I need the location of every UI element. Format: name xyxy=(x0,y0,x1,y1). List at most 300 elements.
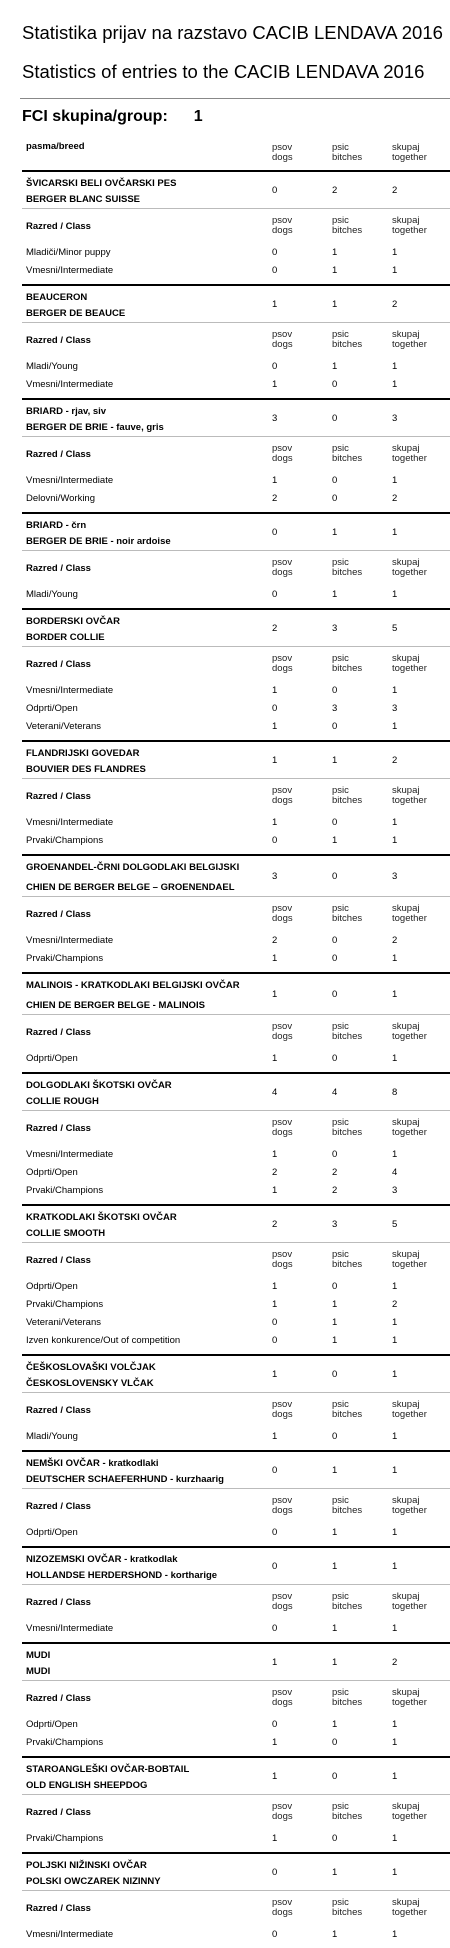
class-together-header-line2: together xyxy=(392,453,427,464)
breed-name-slovene: MALINOIS - KRATKODLAKI BELGIJSKI OVČAR xyxy=(26,980,240,991)
class-header-label: Razred / Class xyxy=(26,1807,91,1818)
class-dogs-count: 1 xyxy=(272,1299,278,1310)
class-bitches-header-line2: bitches xyxy=(332,913,363,924)
class-dogs-header-line1: psov xyxy=(272,903,293,914)
class-together-header-line2: together xyxy=(392,1907,427,1918)
class-bitches-count: 0 xyxy=(332,493,338,504)
class-row xyxy=(22,1620,450,1638)
class-name: Prvaki/Champions xyxy=(26,835,104,846)
class-name: Vmesni/Intermediate xyxy=(26,935,114,946)
breed-row xyxy=(22,1354,450,1392)
class-header-label: Razred / Class xyxy=(26,221,91,232)
row-spacer xyxy=(22,1944,450,1948)
class-bitches-header-line2: bitches xyxy=(332,567,363,578)
class-dogs-count: 1 xyxy=(272,953,278,964)
class-together-header-line2: together xyxy=(392,1409,427,1420)
class-row xyxy=(22,472,450,490)
dogs-column-header-line2: dogs xyxy=(272,152,293,163)
breed-name-slovene: NIZOZEMSKI OVČAR - kratkodlak xyxy=(26,1554,178,1565)
class-name: Prvaki/Champions xyxy=(26,1299,104,1310)
breed-name-english: OLD ENGLISH SHEEPDOG xyxy=(26,1780,148,1791)
breed-name-slovene: BORDERSKI OVČAR xyxy=(26,616,120,627)
class-total-count: 1 xyxy=(392,1149,398,1160)
breed-name-english: POLSKI OWCZAREK NIZINNY xyxy=(26,1876,161,1887)
class-row xyxy=(22,1734,450,1752)
breed-row xyxy=(22,608,450,646)
breed-total-count: 1 xyxy=(392,1867,398,1878)
class-total-count: 1 xyxy=(392,247,398,258)
class-bitches-count: 0 xyxy=(332,1053,338,1064)
class-total-count: 1 xyxy=(392,685,398,696)
class-dogs-header-line1: psov xyxy=(272,1801,293,1812)
class-bitches-count: 0 xyxy=(332,817,338,828)
class-dogs-header-line2: dogs xyxy=(272,795,293,806)
class-total-count: 2 xyxy=(392,935,398,946)
breed-name-english: BERGER DE BEAUCE xyxy=(26,308,126,319)
class-name: Vmesni/Intermediate xyxy=(26,685,114,696)
breed-column-header: pasma/breed xyxy=(26,141,85,152)
class-together-header-line2: together xyxy=(392,225,427,236)
breed-name-slovene: FLANDRIJSKI GOVEDAR xyxy=(26,748,140,759)
class-bitches-count: 1 xyxy=(332,589,338,600)
breed-name-slovene: DOLGODLAKI ŠKOTSKI OVČAR xyxy=(26,1080,172,1091)
class-dogs-count: 1 xyxy=(272,1053,278,1064)
breed-total-count: 2 xyxy=(392,1657,398,1668)
together-column-header-line2: together xyxy=(392,152,427,163)
class-bitches-header-line1: psic xyxy=(332,1801,349,1812)
class-name: Mladi/Young xyxy=(26,361,78,372)
class-bitches-count: 1 xyxy=(332,1623,338,1634)
class-bitches-header-line1: psic xyxy=(332,1399,349,1410)
class-bitches-count: 0 xyxy=(332,1833,338,1844)
class-dogs-count: 1 xyxy=(272,1737,278,1748)
class-bitches-header-line2: bitches xyxy=(332,795,363,806)
fci-group-label: FCI skupina/group: xyxy=(22,108,168,125)
breed-name-english: BORDER COLLIE xyxy=(26,632,105,643)
class-row xyxy=(22,1278,450,1296)
breed-bitches-count: 0 xyxy=(332,989,338,1000)
title-divider xyxy=(20,98,450,99)
class-bitches-count: 3 xyxy=(332,703,338,714)
class-total-count: 1 xyxy=(392,835,398,846)
class-row xyxy=(22,1524,450,1542)
class-row xyxy=(22,376,450,394)
class-row xyxy=(22,700,450,718)
breed-name-english: BERGER DE BRIE - fauve, gris xyxy=(26,422,164,433)
breed-dogs-count: 0 xyxy=(272,1465,278,1476)
class-total-count: 1 xyxy=(392,1281,398,1292)
breed-name-english: HOLLANDSE HERDERSHOND - kortharige xyxy=(26,1570,218,1581)
breed-name-slovene: KRATKODLAKI ŠKOTSKI OVČAR xyxy=(26,1212,177,1223)
class-bitches-count: 1 xyxy=(332,265,338,276)
class-total-count: 1 xyxy=(392,953,398,964)
class-dogs-count: 1 xyxy=(272,1149,278,1160)
class-row xyxy=(22,262,450,280)
class-bitches-header-line2: bitches xyxy=(332,663,363,674)
class-row xyxy=(22,718,450,736)
breed-bitches-count: 0 xyxy=(332,871,338,882)
class-bitches-header-line1: psic xyxy=(332,557,349,568)
class-name: Veterani/Veterans xyxy=(26,721,101,732)
class-header-label: Razred / Class xyxy=(26,1255,91,1266)
breed-name-slovene: BEAUCERON xyxy=(26,292,88,303)
breed-name-english: COLLIE SMOOTH xyxy=(26,1228,106,1239)
class-bitches-header-line2: bitches xyxy=(332,1259,363,1270)
class-header-label: Razred / Class xyxy=(26,1123,91,1134)
class-bitches-header-line1: psic xyxy=(332,903,349,914)
class-dogs-header-line1: psov xyxy=(272,1591,293,1602)
breed-name-slovene: GROENANDEL-ČRNI DOLGODLAKI BELGIJSKI xyxy=(26,862,240,873)
class-row xyxy=(22,490,450,508)
class-row xyxy=(22,1164,450,1182)
breed-dogs-count: 3 xyxy=(272,413,278,424)
class-dogs-count: 0 xyxy=(272,589,278,600)
class-name: Vmesni/Intermediate xyxy=(26,817,114,828)
class-bitches-header-line2: bitches xyxy=(332,1811,363,1822)
breed-dogs-count: 1 xyxy=(272,1369,278,1380)
breed-dogs-count: 0 xyxy=(272,527,278,538)
class-bitches-count: 1 xyxy=(332,1335,338,1346)
class-dogs-count: 1 xyxy=(272,1833,278,1844)
class-dogs-header-line2: dogs xyxy=(272,225,293,236)
class-name: Prvaki/Champions xyxy=(26,953,104,964)
breed-row xyxy=(22,972,450,1014)
class-together-header-line2: together xyxy=(392,663,427,674)
class-row xyxy=(22,1830,450,1848)
breed-total-count: 5 xyxy=(392,1219,398,1230)
class-header-label: Razred / Class xyxy=(26,449,91,460)
breed-row xyxy=(22,740,450,778)
class-bitches-header-line2: bitches xyxy=(332,1409,363,1420)
class-bitches-count: 0 xyxy=(332,721,338,732)
class-total-count: 1 xyxy=(392,1623,398,1634)
class-name: Vmesni/Intermediate xyxy=(26,265,114,276)
class-row xyxy=(22,832,450,850)
class-row xyxy=(22,682,450,700)
class-together-header-line1: skupaj xyxy=(392,1591,420,1602)
class-bitches-header-line1: psic xyxy=(332,443,349,454)
class-dogs-header-line2: dogs xyxy=(272,339,293,350)
breed-dogs-count: 3 xyxy=(272,871,278,882)
class-dogs-header-line2: dogs xyxy=(272,1601,293,1612)
class-row xyxy=(22,814,450,832)
class-dogs-header-line1: psov xyxy=(272,1495,293,1506)
class-name: Odprti/Open xyxy=(26,1053,78,1064)
class-dogs-count: 1 xyxy=(272,817,278,828)
class-dogs-count: 1 xyxy=(272,1281,278,1292)
breed-bitches-count: 1 xyxy=(332,527,338,538)
class-bitches-header-line2: bitches xyxy=(332,453,363,464)
breed-row xyxy=(22,1852,450,1890)
breed-bitches-count: 3 xyxy=(332,623,338,634)
class-bitches-header-line2: bitches xyxy=(332,1601,363,1612)
class-bitches-count: 1 xyxy=(332,1719,338,1730)
breed-name-slovene: ČEŠKOSLOVAŠKI VOLČJAK xyxy=(26,1362,156,1373)
breed-name-english: BERGER DE BRIE - noir ardoise xyxy=(26,536,171,547)
bitches-column-header-line1: psic xyxy=(332,142,349,153)
class-bitches-count: 0 xyxy=(332,379,338,390)
class-together-header-line1: skupaj xyxy=(392,1249,420,1260)
class-bitches-header-line2: bitches xyxy=(332,1505,363,1516)
class-row xyxy=(22,1332,450,1350)
class-dogs-header-line1: psov xyxy=(272,1687,293,1698)
breed-bitches-count: 1 xyxy=(332,1561,338,1572)
class-total-count: 1 xyxy=(392,1833,398,1844)
class-name: Odprti/Open xyxy=(26,1527,78,1538)
class-name: Prvaki/Champions xyxy=(26,1185,104,1196)
breed-row xyxy=(22,854,450,896)
class-dogs-header-line1: psov xyxy=(272,443,293,454)
class-name: Veterani/Veterans xyxy=(26,1317,101,1328)
class-name: Odprti/Open xyxy=(26,1719,78,1730)
class-bitches-count: 1 xyxy=(332,361,338,372)
class-dogs-header-line2: dogs xyxy=(272,1259,293,1270)
breed-bitches-count: 1 xyxy=(332,299,338,310)
class-name: Delovni/Working xyxy=(26,493,95,504)
class-dogs-count: 2 xyxy=(272,493,278,504)
class-name: Mladi/Young xyxy=(26,589,78,600)
breed-name-english: BERGER BLANC SUISSE xyxy=(26,194,141,205)
class-together-header-line2: together xyxy=(392,1697,427,1708)
class-header-label: Razred / Class xyxy=(26,659,91,670)
fci-group-number: 1 xyxy=(193,108,203,125)
breed-name-english: CHIEN DE BERGER BELGE - MALINOIS xyxy=(26,1000,205,1011)
class-together-header-line2: together xyxy=(392,1127,427,1138)
class-together-header-line1: skupaj xyxy=(392,903,420,914)
class-together-header-line2: together xyxy=(392,1505,427,1516)
class-header-row xyxy=(22,1488,450,1524)
class-bitches-count: 0 xyxy=(332,935,338,946)
breed-total-count: 3 xyxy=(392,871,398,882)
breed-name-slovene: POLJSKI NIŽINSKI OVČAR xyxy=(26,1860,147,1871)
breed-name-english: MUDI xyxy=(26,1666,51,1677)
class-bitches-count: 1 xyxy=(332,1317,338,1328)
class-header-row xyxy=(22,1890,450,1926)
class-dogs-count: 2 xyxy=(272,1167,278,1178)
class-together-header-line2: together xyxy=(392,795,427,806)
class-bitches-header-line2: bitches xyxy=(332,339,363,350)
class-row xyxy=(22,1926,450,1944)
class-header-label: Razred / Class xyxy=(26,909,91,920)
class-dogs-count: 0 xyxy=(272,1623,278,1634)
breed-row xyxy=(22,1756,450,1794)
class-together-header-line2: together xyxy=(392,1031,427,1042)
breed-total-count: 1 xyxy=(392,1465,398,1476)
class-together-header-line1: skupaj xyxy=(392,329,420,340)
class-dogs-header-line2: dogs xyxy=(272,1127,293,1138)
class-dogs-header-line1: psov xyxy=(272,1249,293,1260)
class-total-count: 1 xyxy=(392,1929,398,1940)
class-bitches-header-line2: bitches xyxy=(332,225,363,236)
class-dogs-header-line2: dogs xyxy=(272,453,293,464)
breed-name-english: COLLIE ROUGH xyxy=(26,1096,99,1107)
breed-name-english: CHIEN DE BERGER BELGE – GROENENDAEL xyxy=(26,882,235,893)
class-bitches-count: 0 xyxy=(332,1431,338,1442)
class-total-count: 1 xyxy=(392,265,398,276)
class-name: Odprti/Open xyxy=(26,1281,78,1292)
breed-row xyxy=(22,1642,450,1680)
breed-bitches-count: 1 xyxy=(332,755,338,766)
class-total-count: 1 xyxy=(392,379,398,390)
class-bitches-count: 1 xyxy=(332,1527,338,1538)
class-header-label: Razred / Class xyxy=(26,791,91,802)
class-total-count: 3 xyxy=(392,703,398,714)
breed-row xyxy=(22,398,450,436)
class-total-count: 1 xyxy=(392,1053,398,1064)
class-header-row xyxy=(22,1680,450,1716)
class-total-count: 1 xyxy=(392,721,398,732)
class-dogs-header-line1: psov xyxy=(272,215,293,226)
class-together-header-line2: together xyxy=(392,1811,427,1822)
class-dogs-header-line1: psov xyxy=(272,329,293,340)
class-row xyxy=(22,1050,450,1068)
class-total-count: 1 xyxy=(392,361,398,372)
class-dogs-header-line1: psov xyxy=(272,1897,293,1908)
class-dogs-count: 0 xyxy=(272,1929,278,1940)
breed-name-slovene: ŠVICARSKI BELI OVČARSKI PES xyxy=(26,178,177,189)
breed-dogs-count: 2 xyxy=(272,1219,278,1230)
class-header-row xyxy=(22,778,450,814)
class-together-header-line1: skupaj xyxy=(392,443,420,454)
breed-name-slovene: NEMŠKI OVČAR - kratkodlaki xyxy=(26,1458,159,1469)
class-bitches-header-line2: bitches xyxy=(332,1031,363,1042)
class-header-row xyxy=(22,550,450,586)
class-header-label: Razred / Class xyxy=(26,335,91,346)
class-header-row xyxy=(22,646,450,682)
breed-total-count: 1 xyxy=(392,989,398,1000)
class-name: Odprti/Open xyxy=(26,1167,78,1178)
class-together-header-line1: skupaj xyxy=(392,1495,420,1506)
breed-row xyxy=(22,1072,450,1110)
class-header-row xyxy=(22,208,450,244)
breed-name-english: BOUVIER DES FLANDRES xyxy=(26,764,146,775)
class-bitches-header-line1: psic xyxy=(332,653,349,664)
breed-dogs-count: 1 xyxy=(272,1771,278,1782)
breed-bitches-count: 0 xyxy=(332,413,338,424)
breed-dogs-count: 0 xyxy=(272,1867,278,1878)
class-bitches-count: 1 xyxy=(332,835,338,846)
class-name: Prvaki/Champions xyxy=(26,1737,104,1748)
class-name: Vmesni/Intermediate xyxy=(26,379,114,390)
class-bitches-count: 2 xyxy=(332,1185,338,1196)
breed-total-count: 2 xyxy=(392,755,398,766)
class-bitches-header-line1: psic xyxy=(332,215,349,226)
class-together-header-line1: skupaj xyxy=(392,1687,420,1698)
class-header-label: Razred / Class xyxy=(26,1501,91,1512)
class-bitches-header-line1: psic xyxy=(332,329,349,340)
class-header-row xyxy=(22,1242,450,1278)
breed-bitches-count: 3 xyxy=(332,1219,338,1230)
class-dogs-header-line2: dogs xyxy=(272,1505,293,1516)
together-column-header-line1: skupaj xyxy=(392,142,420,153)
breed-dogs-count: 1 xyxy=(272,1657,278,1668)
class-total-count: 1 xyxy=(392,589,398,600)
class-dogs-header-line2: dogs xyxy=(272,913,293,924)
class-together-header-line2: together xyxy=(392,913,427,924)
breed-row xyxy=(22,170,450,208)
class-dogs-header-line2: dogs xyxy=(272,567,293,578)
class-row xyxy=(22,950,450,968)
class-name: Vmesni/Intermediate xyxy=(26,1623,114,1634)
class-bitches-header-line2: bitches xyxy=(332,1907,363,1918)
class-row xyxy=(22,244,450,262)
class-dogs-header-line2: dogs xyxy=(272,1811,293,1822)
class-row xyxy=(22,358,450,376)
class-bitches-header-line1: psic xyxy=(332,1687,349,1698)
class-bitches-count: 0 xyxy=(332,1149,338,1160)
class-dogs-header-line2: dogs xyxy=(272,1409,293,1420)
class-name: Vmesni/Intermediate xyxy=(26,475,114,486)
class-total-count: 1 xyxy=(392,1317,398,1328)
class-row xyxy=(22,1296,450,1314)
class-bitches-header-line1: psic xyxy=(332,1249,349,1260)
breed-row xyxy=(22,1204,450,1242)
class-dogs-count: 1 xyxy=(272,1431,278,1442)
class-bitches-header-line2: bitches xyxy=(332,1697,363,1708)
class-name: Vmesni/Intermediate xyxy=(26,1149,114,1160)
breed-total-count: 1 xyxy=(392,1771,398,1782)
bitches-column-header-line2: bitches xyxy=(332,152,363,163)
class-dogs-count: 0 xyxy=(272,1719,278,1730)
class-header-label: Razred / Class xyxy=(26,1903,91,1914)
class-header-label: Razred / Class xyxy=(26,1027,91,1038)
class-name: Mladi/Young xyxy=(26,1431,78,1442)
class-dogs-count: 0 xyxy=(272,265,278,276)
class-dogs-count: 1 xyxy=(272,379,278,390)
class-dogs-count: 0 xyxy=(272,703,278,714)
breed-bitches-count: 0 xyxy=(332,1771,338,1782)
breed-row xyxy=(22,1450,450,1488)
class-name: Odprti/Open xyxy=(26,703,78,714)
class-header-row xyxy=(22,896,450,932)
breed-name-slovene: MUDI xyxy=(26,1650,51,1661)
breed-total-count: 3 xyxy=(392,413,398,424)
class-bitches-header-line1: psic xyxy=(332,1021,349,1032)
class-dogs-header-line1: psov xyxy=(272,653,293,664)
breed-dogs-count: 0 xyxy=(272,185,278,196)
class-row xyxy=(22,1716,450,1734)
class-dogs-header-line2: dogs xyxy=(272,663,293,674)
class-bitches-count: 0 xyxy=(332,685,338,696)
class-together-header-line2: together xyxy=(392,567,427,578)
class-dogs-header-line1: psov xyxy=(272,557,293,568)
breed-row xyxy=(22,284,450,322)
class-total-count: 1 xyxy=(392,1431,398,1442)
class-bitches-count: 2 xyxy=(332,1167,338,1178)
class-header-label: Razred / Class xyxy=(26,1693,91,1704)
class-header-row xyxy=(22,1014,450,1050)
breed-name-slovene: BRIARD - črn xyxy=(26,520,87,531)
class-total-count: 2 xyxy=(392,493,398,504)
class-together-header-line1: skupaj xyxy=(392,785,420,796)
class-bitches-count: 0 xyxy=(332,953,338,964)
class-bitches-header-line1: psic xyxy=(332,1897,349,1908)
class-header-label: Razred / Class xyxy=(26,1405,91,1416)
class-total-count: 3 xyxy=(392,1185,398,1196)
breed-dogs-count: 0 xyxy=(272,1561,278,1572)
class-row xyxy=(22,586,450,604)
class-name: Izven konkurence/Out of competition xyxy=(26,1335,181,1346)
class-dogs-count: 0 xyxy=(272,1335,278,1346)
breed-name-english: ČESKOSLOVENSKY VLČAK xyxy=(26,1378,154,1389)
breed-total-count: 5 xyxy=(392,623,398,634)
breed-bitches-count: 1 xyxy=(332,1867,338,1878)
breed-dogs-count: 1 xyxy=(272,299,278,310)
class-together-header-line1: skupaj xyxy=(392,1801,420,1812)
class-total-count: 1 xyxy=(392,1719,398,1730)
breed-bitches-count: 2 xyxy=(332,185,338,196)
class-row xyxy=(22,1182,450,1200)
